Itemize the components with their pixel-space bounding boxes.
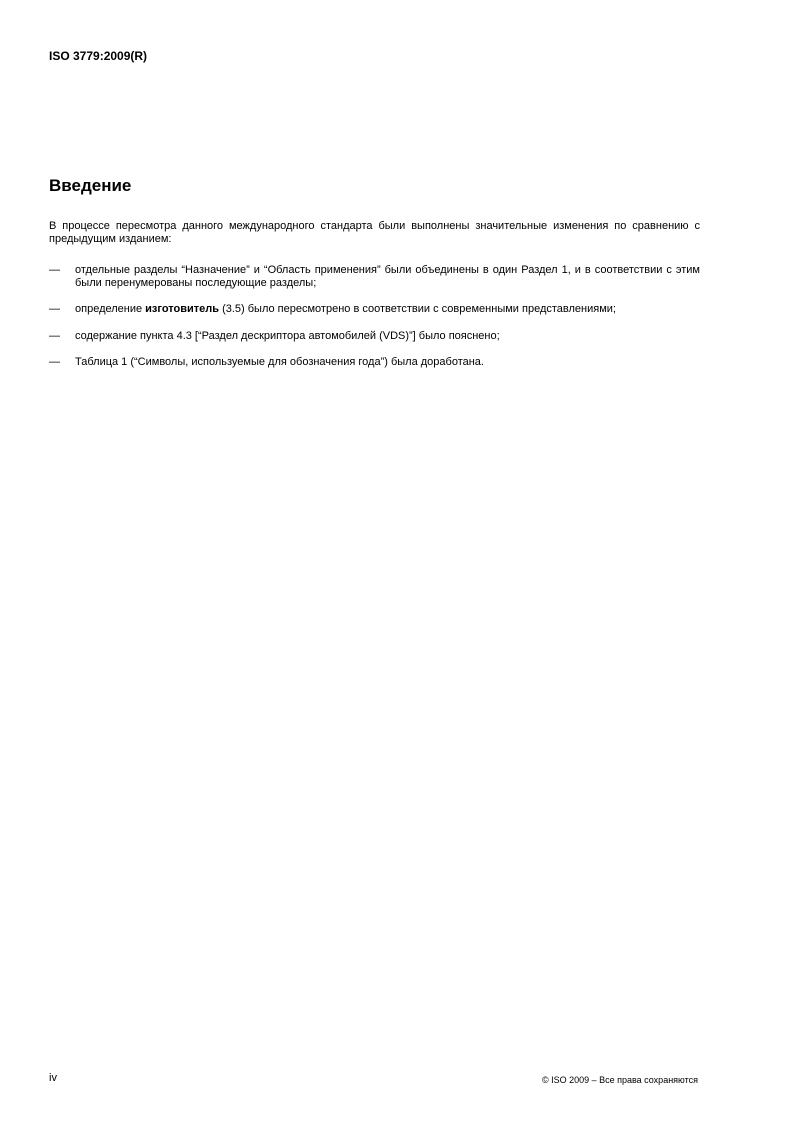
list-item-text: Таблица 1 (“Символы, используемые для обозначения года”) была доработана.	[75, 356, 484, 368]
defined-term: изготовитель	[145, 303, 220, 315]
intro-paragraph: В процессе пересмотра данного международного стандарта были выполнены значительные изменения по сравнению с предыдущим изданием:	[49, 220, 700, 245]
section-title: Введение	[49, 176, 132, 195]
em-dash-marker: —	[49, 329, 60, 342]
em-dash-marker: —	[49, 303, 60, 315]
em-dash-marker: —	[49, 264, 60, 276]
page-number: iv	[49, 1072, 57, 1084]
list-item-text-prefix: определение	[75, 303, 146, 315]
list-item	[49, 264, 700, 289]
document-id: ISO 3779:2009(R)	[49, 49, 148, 63]
list-item	[49, 330, 700, 343]
list-item-text: отдельные разделы “Назначение” и “Область применения” были объединены в один Раздел 1, и в соответствии с этим были перенумерованы последующие разделы;	[75, 264, 700, 289]
list-item	[49, 303, 700, 316]
list-item-text: содержание пункта 4.3 [“Раздел дескриптора автомобилей (VDS)”] было пояснено;	[75, 329, 500, 342]
em-dash-marker: —	[49, 356, 60, 368]
list-item	[49, 356, 700, 369]
change-list	[49, 264, 700, 383]
list-item-text-suffix: (3.5) было пересмотрено в соответствии с современными представлениями;	[219, 303, 616, 315]
copyright-notice: © ISO 2009 – Все права сохраняются	[541, 1075, 698, 1085]
